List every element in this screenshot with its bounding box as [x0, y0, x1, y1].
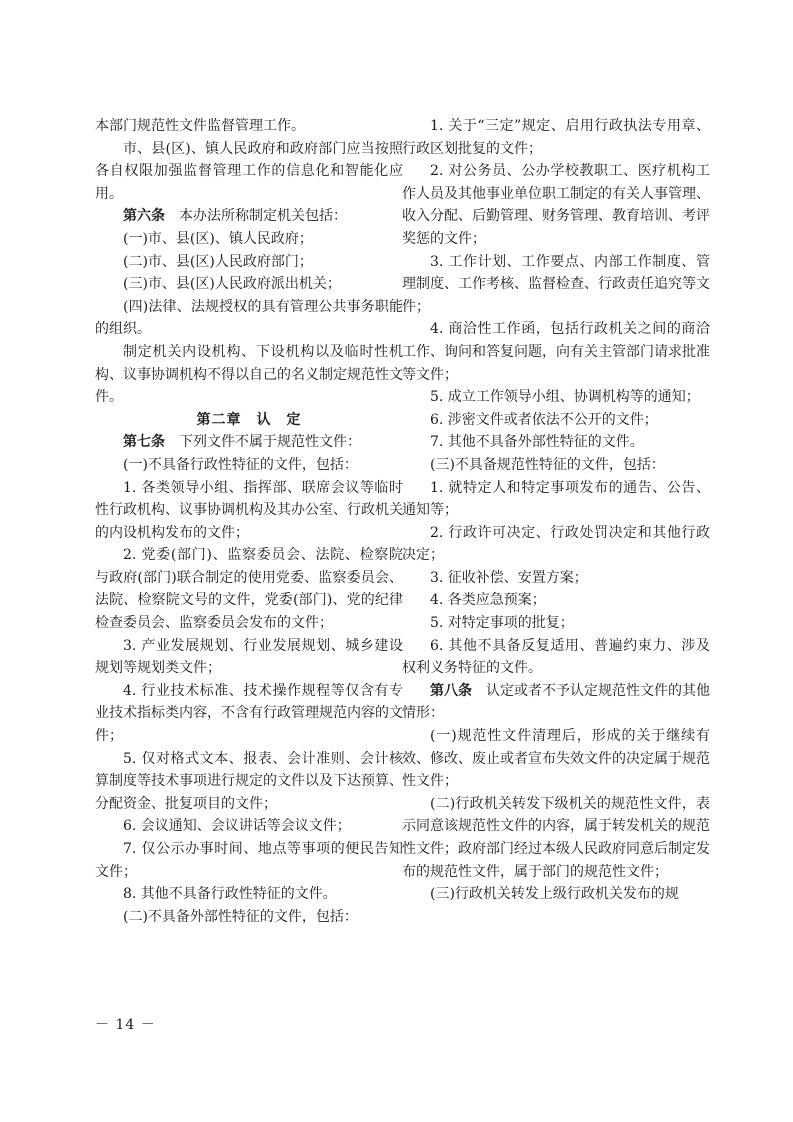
list-item: 3. 工作计划、工作要点、内部工作制度、管理制度、工作考核、监督检查、行政责任追究等文件；	[402, 253, 710, 315]
list-item: (二)市、县(区)人民政府部门；	[123, 253, 313, 270]
list-item: 4. 商洽性工作函，包括行政机关之间的商洽工作、询问和答复问题，向有关主管部门请求批准等文件；	[402, 321, 710, 383]
paragraph: 制定机关内设机构、下设机构以及临时性机构、议事协调机构不得以自己的名义制定规范性文件。	[95, 343, 403, 406]
article-7	[95, 431, 403, 454]
list-item: 2. 党委(部门)、监察委员会、法院、检察院与政府(部门)联合制定的使用党委、监察委员会、法院、检察院文号的文件，党委(部门)、党的纪律检查委员会、监察委员会发布的文件；	[95, 547, 403, 632]
list-item: 1. 就特定人和特定事项发布的通告、公告、通知等；	[402, 479, 710, 519]
list-item: 6. 会议通知、会议讲话等会议文件；	[123, 818, 351, 835]
list-item: (一)市、县(区)、镇人民政府；	[123, 230, 313, 247]
list-item: 1. 关于“三定”规定、启用行政执法专用章、行政区划批复的文件；	[402, 118, 710, 157]
list-item: 3. 征收补偿、安置方案；	[430, 569, 588, 586]
list-item: (三)市、县(区)人民政府派出机关；	[123, 276, 341, 293]
list-item: 2. 行政许可决定、行政处罚决定和其他行政决定；	[402, 524, 710, 564]
list-item: 8. 其他不具备行政性特征的文件。	[123, 886, 337, 903]
paragraph: 本部门规范性文件监督管理工作。	[95, 118, 305, 134]
list-item: 3. 产业发展规划、行业发展规划、城乡建设规划等规划类文件；	[95, 637, 403, 677]
list-item: 6. 涉密文件或者依法不公开的文件；	[430, 411, 658, 428]
article-text: 下列文件不属于规范性文件：	[179, 434, 361, 451]
list-item: 1. 各类领导小组、指挥部、联席会议等临时性行政机构、议事协调机构及其办公室、行政机关的内设机构发布的文件；	[95, 479, 403, 541]
article-6	[95, 205, 403, 228]
list-item: 5. 对特定事项的批复；	[430, 615, 574, 632]
list-item: 5. 成立工作领导小组、协调机构等的通知；	[430, 389, 700, 406]
page-number: － 14 －	[95, 1017, 156, 1033]
group-title: (一)不具备行政性特征的文件，包括：	[123, 456, 358, 473]
list-item: 7. 仅公示办事时间、地点等事项的便民告知文件；	[95, 841, 403, 880]
list-item: 4. 各类应急预案；	[430, 592, 546, 609]
article-label: 第七条	[123, 434, 165, 451]
list-item: (三)行政机关转发上级行政机关发布的规	[430, 886, 679, 903]
list-item: (四)法律、法规授权的具有管理公共事务职能的组织。	[95, 298, 403, 338]
right-column	[402, 115, 710, 906]
article-text: 认定或者不予认定规范性文件的其他情形：	[402, 682, 710, 722]
article-label: 第六条	[123, 208, 165, 225]
left-column	[95, 115, 403, 928]
group-title: (二)不具备外部性特征的文件，包括：	[123, 908, 358, 925]
list-item: 4. 行业技术标准、技术操作规程等仅含有专业技术指标类内容，不含有行政管理规范内容的文件；	[95, 682, 403, 745]
chapter-heading: 第二章 认 定	[196, 411, 302, 428]
article-8	[402, 680, 710, 725]
article-label: 第八条	[430, 682, 472, 699]
list-item: 5. 仅对格式文本、报表、会计准则、会计核算制度等技术事项进行规定的文件以及下达预算、分配资金、批复项目的文件；	[95, 750, 403, 812]
group-title: (三)不具备规范性特征的文件，包括：	[430, 456, 665, 473]
list-item: (一)规范性文件清理后，形成的关于继续有效、修改、废止或者宣布失效文件的决定属于规范性文件；	[402, 728, 710, 790]
paragraph: 市、县(区)、镇人民政府和政府部门应当按照各自权限加强监督管理工作的信息化和智能化应用。	[95, 140, 403, 202]
list-item: 6. 其他不具备反复适用、普遍约束力、涉及权利义务特征的文件。	[402, 637, 710, 677]
list-item: 7. 其他不具备外部性特征的文件。	[430, 434, 644, 451]
list-item: (二)行政机关转发下级机关的规范性文件，表示同意该规范性文件的内容，属于转发机关的规范性文件；政府部门经过本级人民政府同意后制定发布的规范性文件，属于部门的规范性文件；	[402, 795, 710, 880]
article-text: 本办法所称制定机关包括：	[179, 208, 347, 225]
list-item: 2. 对公务员、公办学校教职工、医疗机构工作人员及其他事业单位职工制定的有关人事管理、收入分配、后勤管理、财务管理、教育培训、考评奖惩的文件；	[402, 163, 710, 247]
